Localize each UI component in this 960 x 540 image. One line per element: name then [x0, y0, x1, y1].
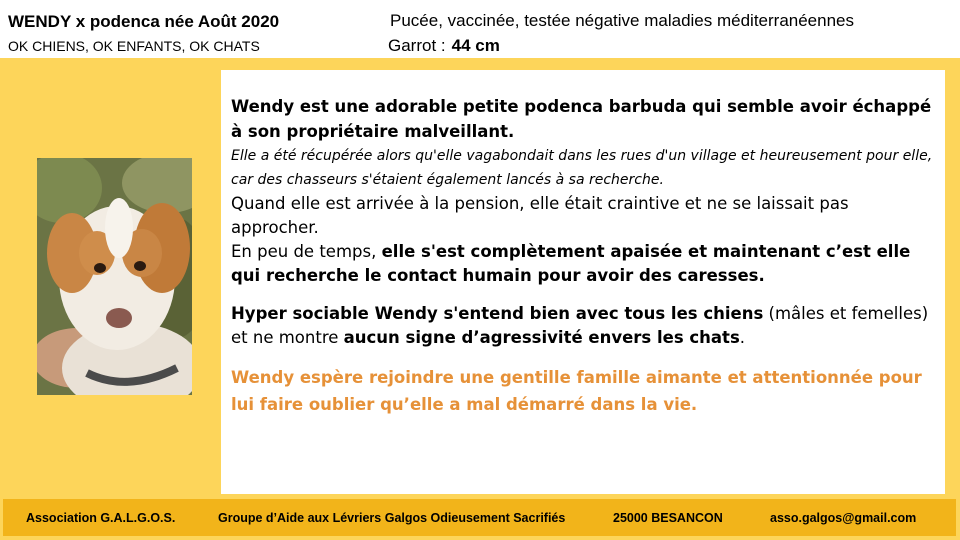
rescue-story: Elle a été récupérée alors qu'elle vagabondait dans les rues d'un village et heureusement pour elle, car des chasseurs s'étaient également lancés à sa recherche.: [231, 148, 933, 188]
closing-paragraph: Wendy espère rejoindre une gentille famille aimante et attentionnée pour lui faire oublier qu’elle a mal démarré dans la vie.: [231, 368, 922, 414]
sociability-paragraph: [231, 302, 935, 350]
progress-highlight: elle s'est complètement apaisée et maintenant c’est elle qui recherche le contact humain pour avoir des caresses.: [231, 242, 911, 285]
dog-photo: [37, 158, 192, 395]
garrot-value: 44 cm: [451, 36, 500, 55]
description-card: [221, 70, 945, 494]
footer-bar: [3, 499, 956, 536]
header-bar: [0, 0, 960, 58]
sociability-end: .: [739, 328, 746, 347]
association-email[interactable]: asso.galgos@gmail.com: [770, 511, 917, 525]
garrot-line: [388, 36, 500, 56]
sociability-text: (mâles et femelles) et ne montre: [231, 304, 929, 347]
progress-text: En peu de temps,: [231, 242, 382, 261]
dog-title: WENDY x podenca née Août 2020: [8, 12, 280, 31]
arrival-paragraph: Quand elle est arrivée à la pension, elle était craintive et ne se laissait pas approcher.: [231, 194, 849, 237]
association-full-name: Groupe d’Aide aux Lévriers Galgos Odieusement Sacrifiés: [218, 511, 566, 525]
garrot-label: Garrot :: [388, 36, 446, 55]
sociability-highlight: Hyper sociable Wendy s'entend bien avec tous les chiens: [231, 304, 764, 323]
cats-highlight: aucun signe d’agressivité envers les chats: [343, 328, 740, 347]
dog-photo-illustration: [37, 158, 192, 395]
association-name: Association G.A.L.G.O.S.: [26, 511, 176, 525]
compatibility-line: OK CHIENS, OK ENFANTS, OK CHATS: [8, 38, 260, 54]
association-city: 25000 BESANCON: [613, 511, 723, 525]
lead-paragraph: Wendy est une adorable petite podenca barbuda qui semble avoir échappé à son propriétaire malveillant.: [231, 97, 932, 141]
progress-paragraph: [231, 240, 935, 288]
health-status: Pucée, vaccinée, testée négative maladies méditerranéennes: [390, 11, 855, 30]
